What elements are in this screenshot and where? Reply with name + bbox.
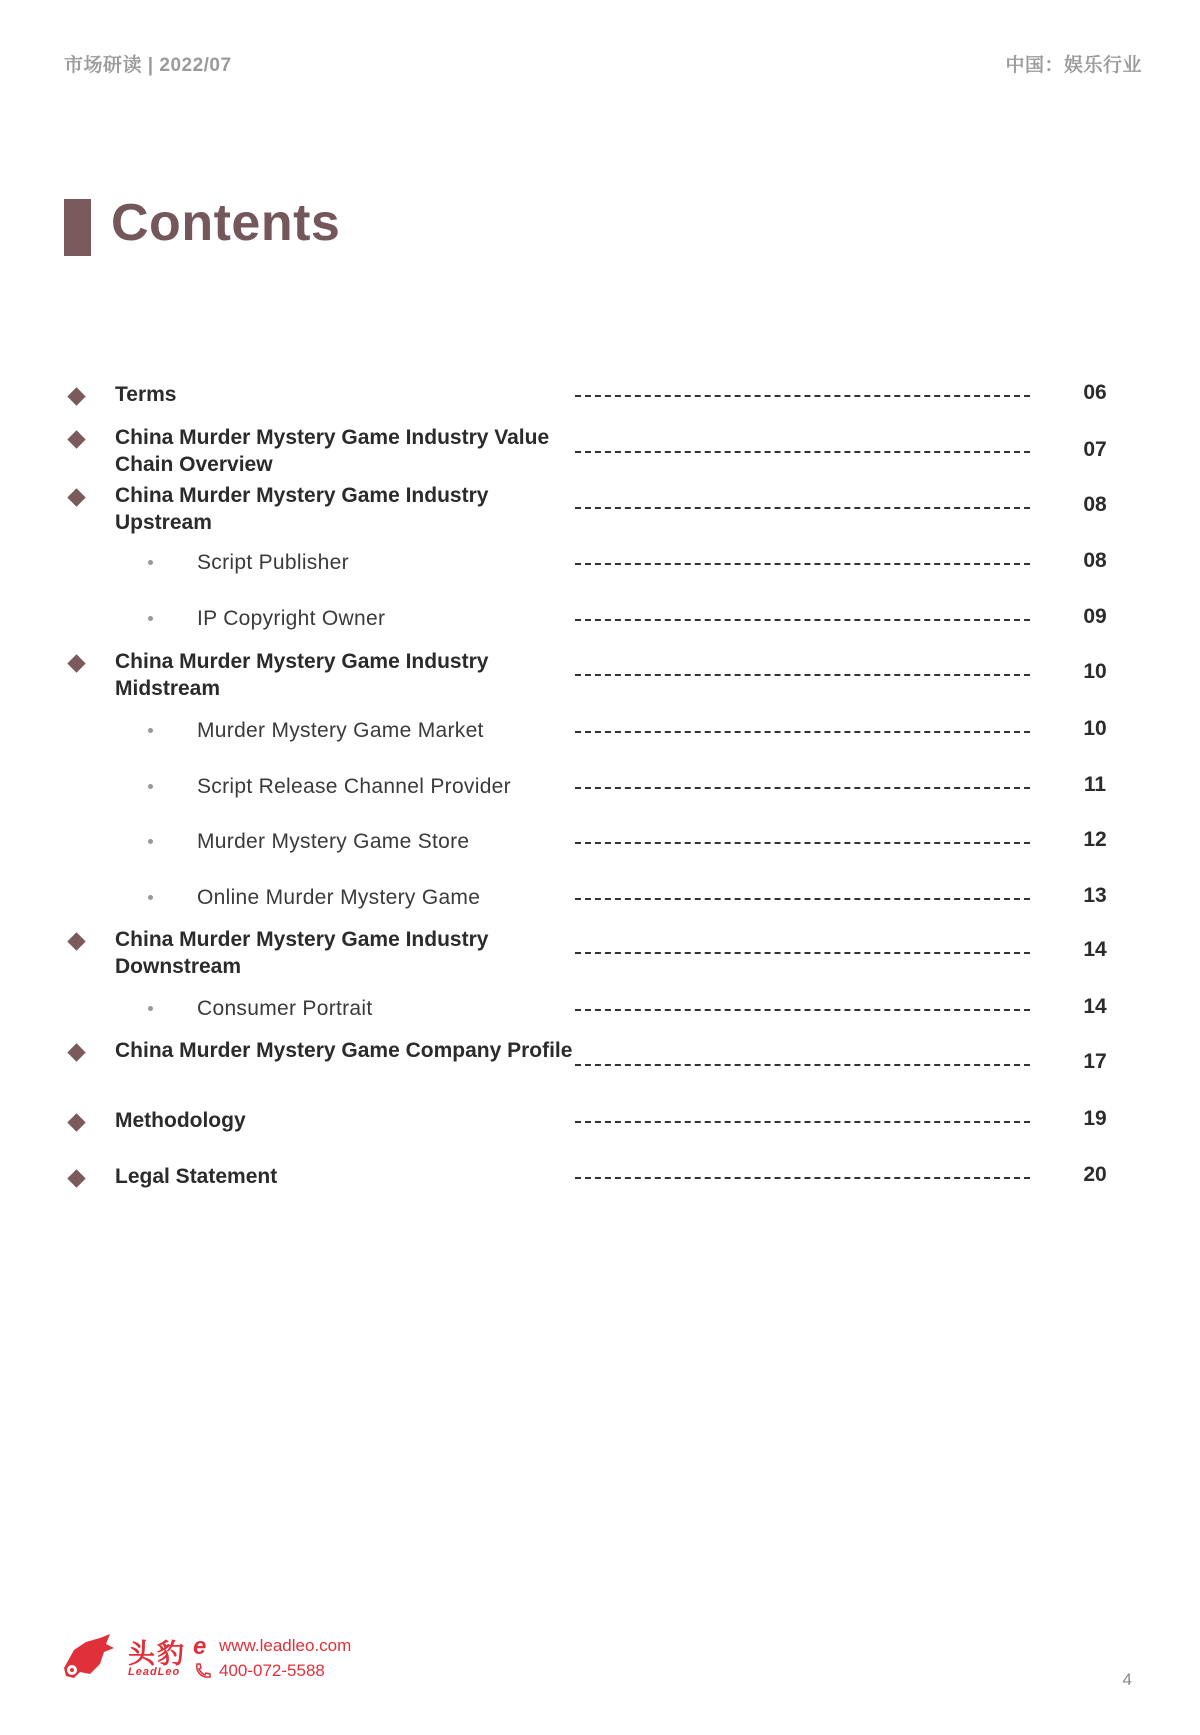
toc-subentry-page: 14 (1083, 995, 1107, 1018)
dotted-leader (575, 952, 1030, 954)
page-number: 4 (1122, 1670, 1132, 1689)
toc-entry-page: 14 (1083, 938, 1107, 961)
dotted-leader (575, 507, 1030, 509)
toc-entry-label: China Murder Mystery Game Industry Value Chain Overview (115, 426, 550, 476)
dotted-leader (575, 1177, 1030, 1179)
diamond-bullet-icon (67, 932, 85, 950)
toc-entry-page: 10 (1083, 660, 1107, 683)
toc-entry-page: 17 (1083, 1050, 1107, 1073)
toc-subentry-label: IP Copyright Owner (197, 607, 386, 630)
toc-subentry-label: Murder Mystery Game Store (197, 830, 470, 853)
web-e-icon: e (193, 1633, 207, 1660)
toc-entry-page: 07 (1083, 438, 1107, 461)
toc-entry-label: Terms (115, 383, 177, 406)
page-title: Contents (111, 194, 341, 252)
dotted-leader (575, 842, 1030, 844)
leopard-logo-icon (60, 1630, 116, 1682)
dotted-leader (575, 1009, 1030, 1011)
dotted-leader (575, 898, 1030, 900)
toc-subentry-page: 09 (1083, 605, 1107, 628)
toc-entry-label: China Murder Mystery Game Industry Midstream (115, 650, 489, 700)
dotted-leader (575, 1064, 1030, 1066)
dotted-leader (575, 731, 1030, 733)
toc-entry-label: Legal Statement (115, 1165, 278, 1188)
toc-entry-label: China Murder Mystery Game Industry Downstream (115, 928, 489, 978)
dot-bullet-icon (148, 1006, 153, 1011)
diamond-bullet-icon (67, 1113, 85, 1131)
website-link[interactable]: www.leadleo.com (219, 1636, 352, 1655)
brand-name-en: LeadLeo (128, 1666, 181, 1678)
brand-name-cn: 头豹 (128, 1639, 186, 1669)
phone-number: 400-072-5588 (219, 1661, 325, 1680)
toc-subentry-label: Murder Mystery Game Market (197, 719, 484, 742)
toc-entry-page: 20 (1083, 1163, 1107, 1186)
toc-subentry-page: 13 (1083, 884, 1107, 907)
toc-subentry-page: 11 (1083, 773, 1107, 796)
toc-entry-page: 08 (1083, 493, 1107, 516)
toc-subentry-label: Consumer Portrait (197, 997, 373, 1020)
toc-subentry-label: Script Publisher (197, 551, 349, 574)
dotted-leader (575, 395, 1030, 397)
header-right: 中国：娱乐行业 (1005, 55, 1142, 76)
toc-entry-label: China Murder Mystery Game Company Profile (115, 1039, 573, 1062)
diamond-bullet-icon (67, 654, 85, 672)
diamond-bullet-icon (67, 430, 85, 448)
toc-subentry-label: Script Release Channel Provider (197, 775, 511, 798)
diamond-bullet-icon (67, 1043, 85, 1061)
diamond-bullet-icon (67, 488, 85, 506)
phone-icon (193, 1661, 213, 1681)
toc-entry-page: 06 (1083, 381, 1107, 404)
dotted-leader (575, 674, 1030, 676)
dot-bullet-icon (148, 895, 153, 900)
diamond-bullet-icon (67, 387, 85, 405)
dot-bullet-icon (148, 616, 153, 621)
diamond-bullet-icon (67, 1169, 85, 1187)
dotted-leader (575, 1121, 1030, 1123)
dotted-leader (575, 619, 1030, 621)
toc-subentry-label: Online Murder Mystery Game (197, 886, 481, 909)
dotted-leader (575, 451, 1030, 453)
toc-entry-page: 19 (1083, 1107, 1107, 1130)
toc-subentry-page: 12 (1083, 828, 1107, 851)
toc-entry-label: Methodology (115, 1109, 246, 1132)
dotted-leader (575, 563, 1030, 565)
dot-bullet-icon (148, 784, 153, 789)
dotted-leader (575, 787, 1030, 789)
toc-subentry-page: 08 (1083, 549, 1107, 572)
title-accent-bar (64, 199, 91, 256)
header-left: 市场研读 | 2022/07 (64, 55, 232, 76)
toc-subentry-page: 10 (1083, 717, 1107, 740)
dot-bullet-icon (148, 728, 153, 733)
dot-bullet-icon (148, 839, 153, 844)
toc-entry-label: China Murder Mystery Game Industry Upstream (115, 484, 489, 534)
dot-bullet-icon (148, 560, 153, 565)
